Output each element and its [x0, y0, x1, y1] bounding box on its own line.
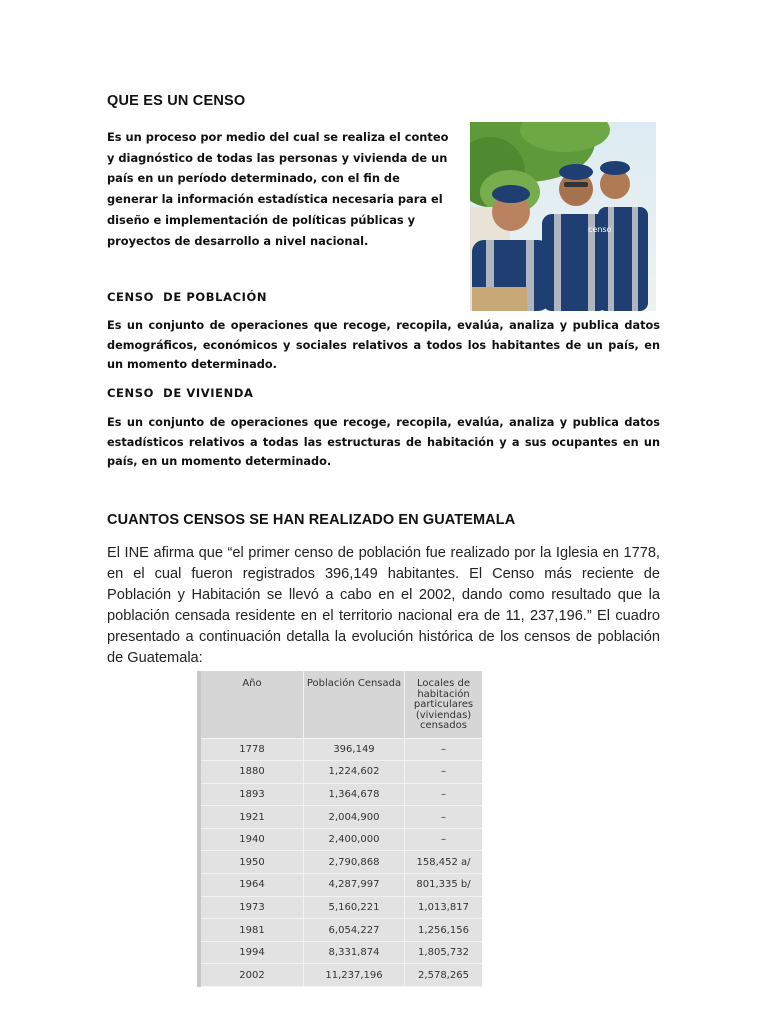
table-body: [199, 738, 482, 987]
cell-population: 2,790,868: [304, 851, 405, 874]
census-workers-photo: [470, 122, 656, 311]
section-title-poblacion: CENSO DE POBLACIÓN: [107, 290, 268, 304]
table-row: [199, 828, 482, 851]
cell-year: 1880: [199, 761, 304, 784]
table-row: [199, 919, 482, 942]
column-header-population: Población Censada: [304, 671, 405, 738]
cell-dwellings: 801,335 b/: [405, 874, 483, 897]
vivienda-definition: Es un conjunto de operaciones que recoge, recopila, evalúa, analiza y publica datos estadísticos relativos a todas las estructuras de habitación y a sus ocupantes en un país, en un momento determinado.: [107, 416, 660, 468]
table-row: [199, 851, 482, 874]
section-title-guatemala: CUANTOS CENSOS SE HAN REALIZADO EN GUATEMALA: [107, 512, 516, 528]
cell-dwellings: –: [405, 783, 483, 806]
cell-year: 2002: [199, 964, 304, 987]
table-row: [199, 738, 482, 761]
cell-dwellings: –: [405, 806, 483, 829]
cell-population: 396,149: [304, 738, 405, 761]
cell-year: 1893: [199, 783, 304, 806]
cell-population: 11,237,196: [304, 964, 405, 987]
cell-dwellings: 158,452 a/: [405, 851, 483, 874]
cell-dwellings: 1,256,156: [405, 919, 483, 942]
table-row: [199, 896, 482, 919]
cell-dwellings: –: [405, 738, 483, 761]
cell-dwellings: 1,805,732: [405, 941, 483, 964]
section-title-vivienda: CENSO DE VIVIENDA: [107, 386, 254, 400]
guatemala-paragraph: El INE afirma que “el primer censo de población fue realizado por la Iglesia en 1778, en el cual fueron registrados 396,149 habitantes. El Censo más reciente de Población y Habitación se llevó a cabo en el 2002, dando como resultado que la población censada residente en el territorio nacional era de 11, 237,196.” El cuadro presentado a continuación detalla la evolución histórica de los censos de población de Guatemala:: [107, 545, 660, 666]
cell-population: 8,331,874: [304, 941, 405, 964]
cell-year: 1921: [199, 806, 304, 829]
cell-year: 1778: [199, 738, 304, 761]
cell-year: 1973: [199, 896, 304, 919]
cell-population: 1,224,602: [304, 761, 405, 784]
cell-dwellings: –: [405, 761, 483, 784]
censo-definition: Es un proceso por medio del cual se realiza el conteo y diagnóstico de todas las personas y vivienda de un país en un período determinado, con el fin de generar la información estadística necesaria para el diseño e implementación de políticas públicas y proyectos de desarrollo a nivel nacional.: [107, 130, 449, 248]
cell-year: 1981: [199, 919, 304, 942]
cell-population: 2,004,900: [304, 806, 405, 829]
cell-year: 1994: [199, 941, 304, 964]
cell-population: 2,400,000: [304, 828, 405, 851]
table-header-row: [199, 671, 482, 738]
cell-year: 1964: [199, 874, 304, 897]
table-row: [199, 806, 482, 829]
table-row: [199, 941, 482, 964]
table-row: [199, 964, 482, 987]
cell-dwellings: –: [405, 828, 483, 851]
vest-logo-text: censo: [588, 225, 612, 234]
cell-year: 1940: [199, 828, 304, 851]
table-row: [199, 874, 482, 897]
cell-population: 6,054,227: [304, 919, 405, 942]
column-header-year: Año: [199, 671, 304, 738]
cell-population: 5,160,221: [304, 896, 405, 919]
cell-population: 1,364,678: [304, 783, 405, 806]
poblacion-definition: Es un conjunto de operaciones que recoge, recopila, evalúa, analiza y publica datos demográficos, económicos y sociales relativos a todos los habitantes de un país, en un momento determinado.: [107, 319, 660, 371]
cell-population: 4,287,997: [304, 874, 405, 897]
cell-dwellings: 1,013,817: [405, 896, 483, 919]
section-title-censo: QUE ES UN CENSO: [107, 93, 246, 109]
column-header-dwellings: Locales de habitación particulares (viviendas) censados: [405, 671, 483, 738]
census-workers-illustration: [470, 122, 656, 311]
table-row: [199, 783, 482, 806]
cell-year: 1950: [199, 851, 304, 874]
table-row: [199, 761, 482, 784]
cell-dwellings: 2,578,265: [405, 964, 483, 987]
census-history-table: [197, 671, 482, 987]
